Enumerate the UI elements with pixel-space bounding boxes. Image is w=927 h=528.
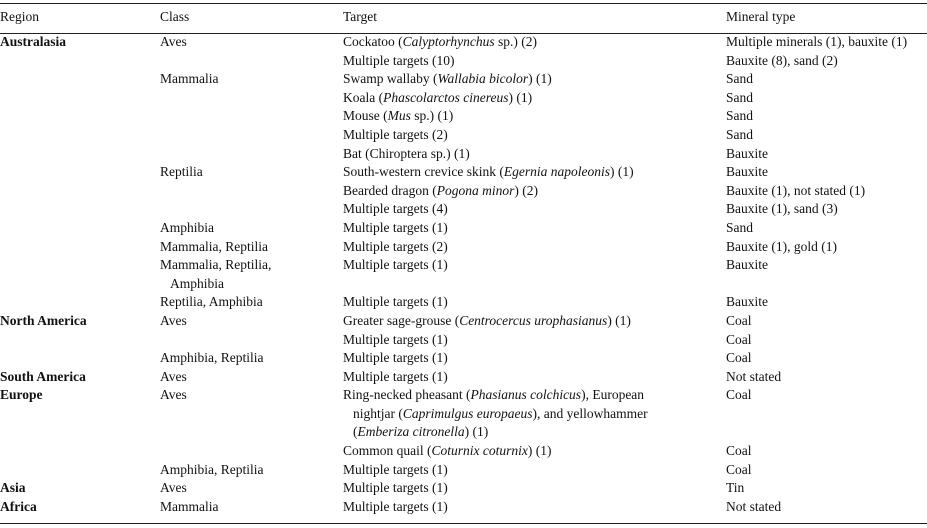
table-row — [0, 33, 927, 52]
target-cell: Multiple targets (1) — [343, 294, 448, 310]
target-cell: Multiple targets (1) — [343, 498, 448, 514]
class-cell — [160, 442, 343, 461]
header-region: Region — [0, 9, 39, 24]
target-cell: Bearded dragon (Pogona minor) (2) — [343, 182, 538, 198]
mineral-cell: Not stated — [726, 368, 782, 384]
table-row — [0, 293, 927, 312]
region-cell — [0, 182, 160, 201]
target-cell: Multiple targets (1) — [343, 350, 448, 366]
mineral-cell: Sand — [726, 126, 753, 142]
target-cell: Multiple targets (4) — [343, 201, 448, 217]
mineral-cell: Coal — [726, 350, 752, 366]
target-cell: Multiple targets (2) — [343, 126, 448, 142]
target-cell: Cockatoo (Calyptorhynchus sp.) (2) — [343, 34, 537, 49]
table-row — [0, 219, 927, 238]
target-cell: Common quail (Coturnix coturnix) (1) — [343, 443, 552, 459]
region-cell: Africa — [0, 498, 37, 514]
table-row — [0, 256, 927, 293]
region-cell — [0, 126, 160, 145]
table-row — [0, 479, 927, 498]
target-cell: Multiple targets (1) — [343, 480, 448, 496]
target-cell: Koala (Phascolarctos cinereus) (1) — [343, 89, 533, 105]
table-row — [0, 238, 927, 257]
target-line-1: Ring-necked pheasant (Phasianus colchicus), European — [343, 387, 645, 403]
region-cell — [0, 163, 160, 182]
table-row — [0, 442, 927, 461]
table-row — [0, 107, 927, 126]
class-cell: Mammalia, Reptilia — [160, 238, 268, 254]
mineral-cell: Coal — [726, 312, 752, 328]
region-cell: South America — [0, 368, 86, 384]
class-cell: Mammalia — [160, 498, 219, 514]
class-line-1: Mammalia, Reptilia, — [160, 257, 272, 273]
region-cell — [0, 52, 160, 71]
header-mineral-type: Mineral type — [726, 9, 796, 24]
class-cell: Amphibia, Reptilia — [160, 350, 264, 366]
class-cell — [160, 256, 343, 293]
region-cell — [0, 219, 160, 238]
class-cell — [160, 126, 343, 145]
mineral-cell: Bauxite (1), sand (3) — [726, 201, 838, 217]
mineral-cell: Sand — [726, 89, 753, 105]
table-row — [0, 52, 927, 71]
mineral-cell: Coal — [726, 387, 752, 403]
table-row — [0, 368, 927, 387]
mineral-cell: Coal — [726, 331, 752, 347]
region-cell: Europe — [0, 387, 43, 403]
mineral-cell: Multiple minerals (1), bauxite (1) — [726, 34, 908, 49]
table-row — [0, 386, 927, 442]
mineral-cell: Sand — [726, 219, 753, 235]
header-row — [0, 7, 927, 33]
mineral-cell: Bauxite — [726, 145, 768, 161]
table-row — [0, 349, 927, 368]
table-row — [0, 182, 927, 201]
class-cell — [160, 200, 343, 219]
region-cell — [0, 442, 160, 461]
table-row — [0, 331, 927, 350]
table-row — [0, 498, 927, 517]
region-cell: North America — [0, 312, 87, 328]
class-cell: Aves — [160, 368, 187, 384]
class-cell — [160, 107, 343, 126]
target-cell: Mouse (Mus sp.) (1) — [343, 108, 454, 124]
class-cell: Aves — [160, 480, 187, 496]
class-cell: Aves — [160, 34, 187, 49]
region-cell — [0, 107, 160, 126]
mineral-cell: Sand — [726, 108, 753, 124]
table-row — [0, 145, 927, 164]
bottom-rule — [0, 523, 927, 524]
region-cell — [0, 238, 160, 257]
mineral-cell: Not stated — [726, 498, 782, 514]
mineral-cell: Bauxite — [726, 164, 768, 180]
region-cell — [0, 293, 160, 312]
region-cell — [0, 145, 160, 164]
table-row — [0, 126, 927, 145]
mineral-cell: Bauxite — [726, 257, 768, 273]
mineral-cell: Bauxite (1), not stated (1) — [726, 182, 866, 198]
class-cell: Reptilia, Amphibia — [160, 294, 263, 310]
target-cell: Multiple targets (1) — [343, 257, 448, 273]
target-cell — [343, 386, 726, 442]
class-line-2: Amphibia — [170, 275, 224, 291]
class-cell — [160, 52, 343, 71]
mineral-cell: Sand — [726, 71, 753, 87]
header-target: Target — [343, 9, 378, 24]
region-cell — [0, 70, 160, 89]
region-cell — [0, 349, 160, 368]
target-line-2: nightjar (Caprimulgus europaeus), and yellowhammer — [353, 405, 648, 421]
table-row — [0, 461, 927, 480]
target-line-3: (Emberiza citronella) (1) — [353, 424, 489, 440]
target-cell: Swamp wallaby (Wallabia bicolor) (1) — [343, 71, 552, 87]
class-cell — [160, 89, 343, 108]
class-cell — [160, 182, 343, 201]
table-row — [0, 89, 927, 108]
table-grid — [0, 7, 927, 516]
region-cell: Asia — [0, 480, 26, 496]
class-cell: Aves — [160, 312, 187, 328]
table-row — [0, 70, 927, 89]
table-row — [0, 200, 927, 219]
class-cell — [160, 145, 343, 164]
region-cell: Australasia — [0, 34, 67, 49]
region-cell — [0, 331, 160, 350]
class-cell — [160, 331, 343, 350]
top-rule — [0, 3, 927, 4]
target-cell: South-western crevice skink (Egernia napoleonis) (1) — [343, 164, 634, 180]
region-cell — [0, 89, 160, 108]
mineral-cell: Bauxite — [726, 294, 768, 310]
target-cell: Bat (Chiroptera sp.) (1) — [343, 145, 470, 161]
region-cell — [0, 200, 160, 219]
target-cell: Multiple targets (1) — [343, 368, 448, 384]
class-cell: Aves — [160, 387, 187, 403]
mineral-cell: Bauxite (1), gold (1) — [726, 238, 837, 254]
target-cell: Multiple targets (10) — [343, 52, 455, 68]
mineral-cell: Coal — [726, 461, 752, 477]
region-cell — [0, 461, 160, 480]
class-cell: Amphibia, Reptilia — [160, 461, 264, 477]
target-cell: Multiple targets (1) — [343, 461, 448, 477]
class-cell: Reptilia — [160, 164, 203, 180]
table-row — [0, 312, 927, 331]
mineral-cell: Tin — [726, 480, 745, 496]
target-cell: Multiple targets (2) — [343, 238, 448, 254]
mineral-cell: Bauxite (8), sand (2) — [726, 52, 838, 68]
mineral-cell: Coal — [726, 443, 752, 459]
target-cell: Greater sage-grouse (Centrocercus urophasianus) (1) — [343, 312, 631, 328]
target-cell: Multiple targets (1) — [343, 331, 448, 347]
class-cell: Mammalia — [160, 71, 219, 87]
region-cell — [0, 256, 160, 293]
class-cell: Amphibia — [160, 219, 214, 235]
header-class: Class — [160, 9, 190, 24]
target-cell: Multiple targets (1) — [343, 219, 448, 235]
table-row — [0, 163, 927, 182]
